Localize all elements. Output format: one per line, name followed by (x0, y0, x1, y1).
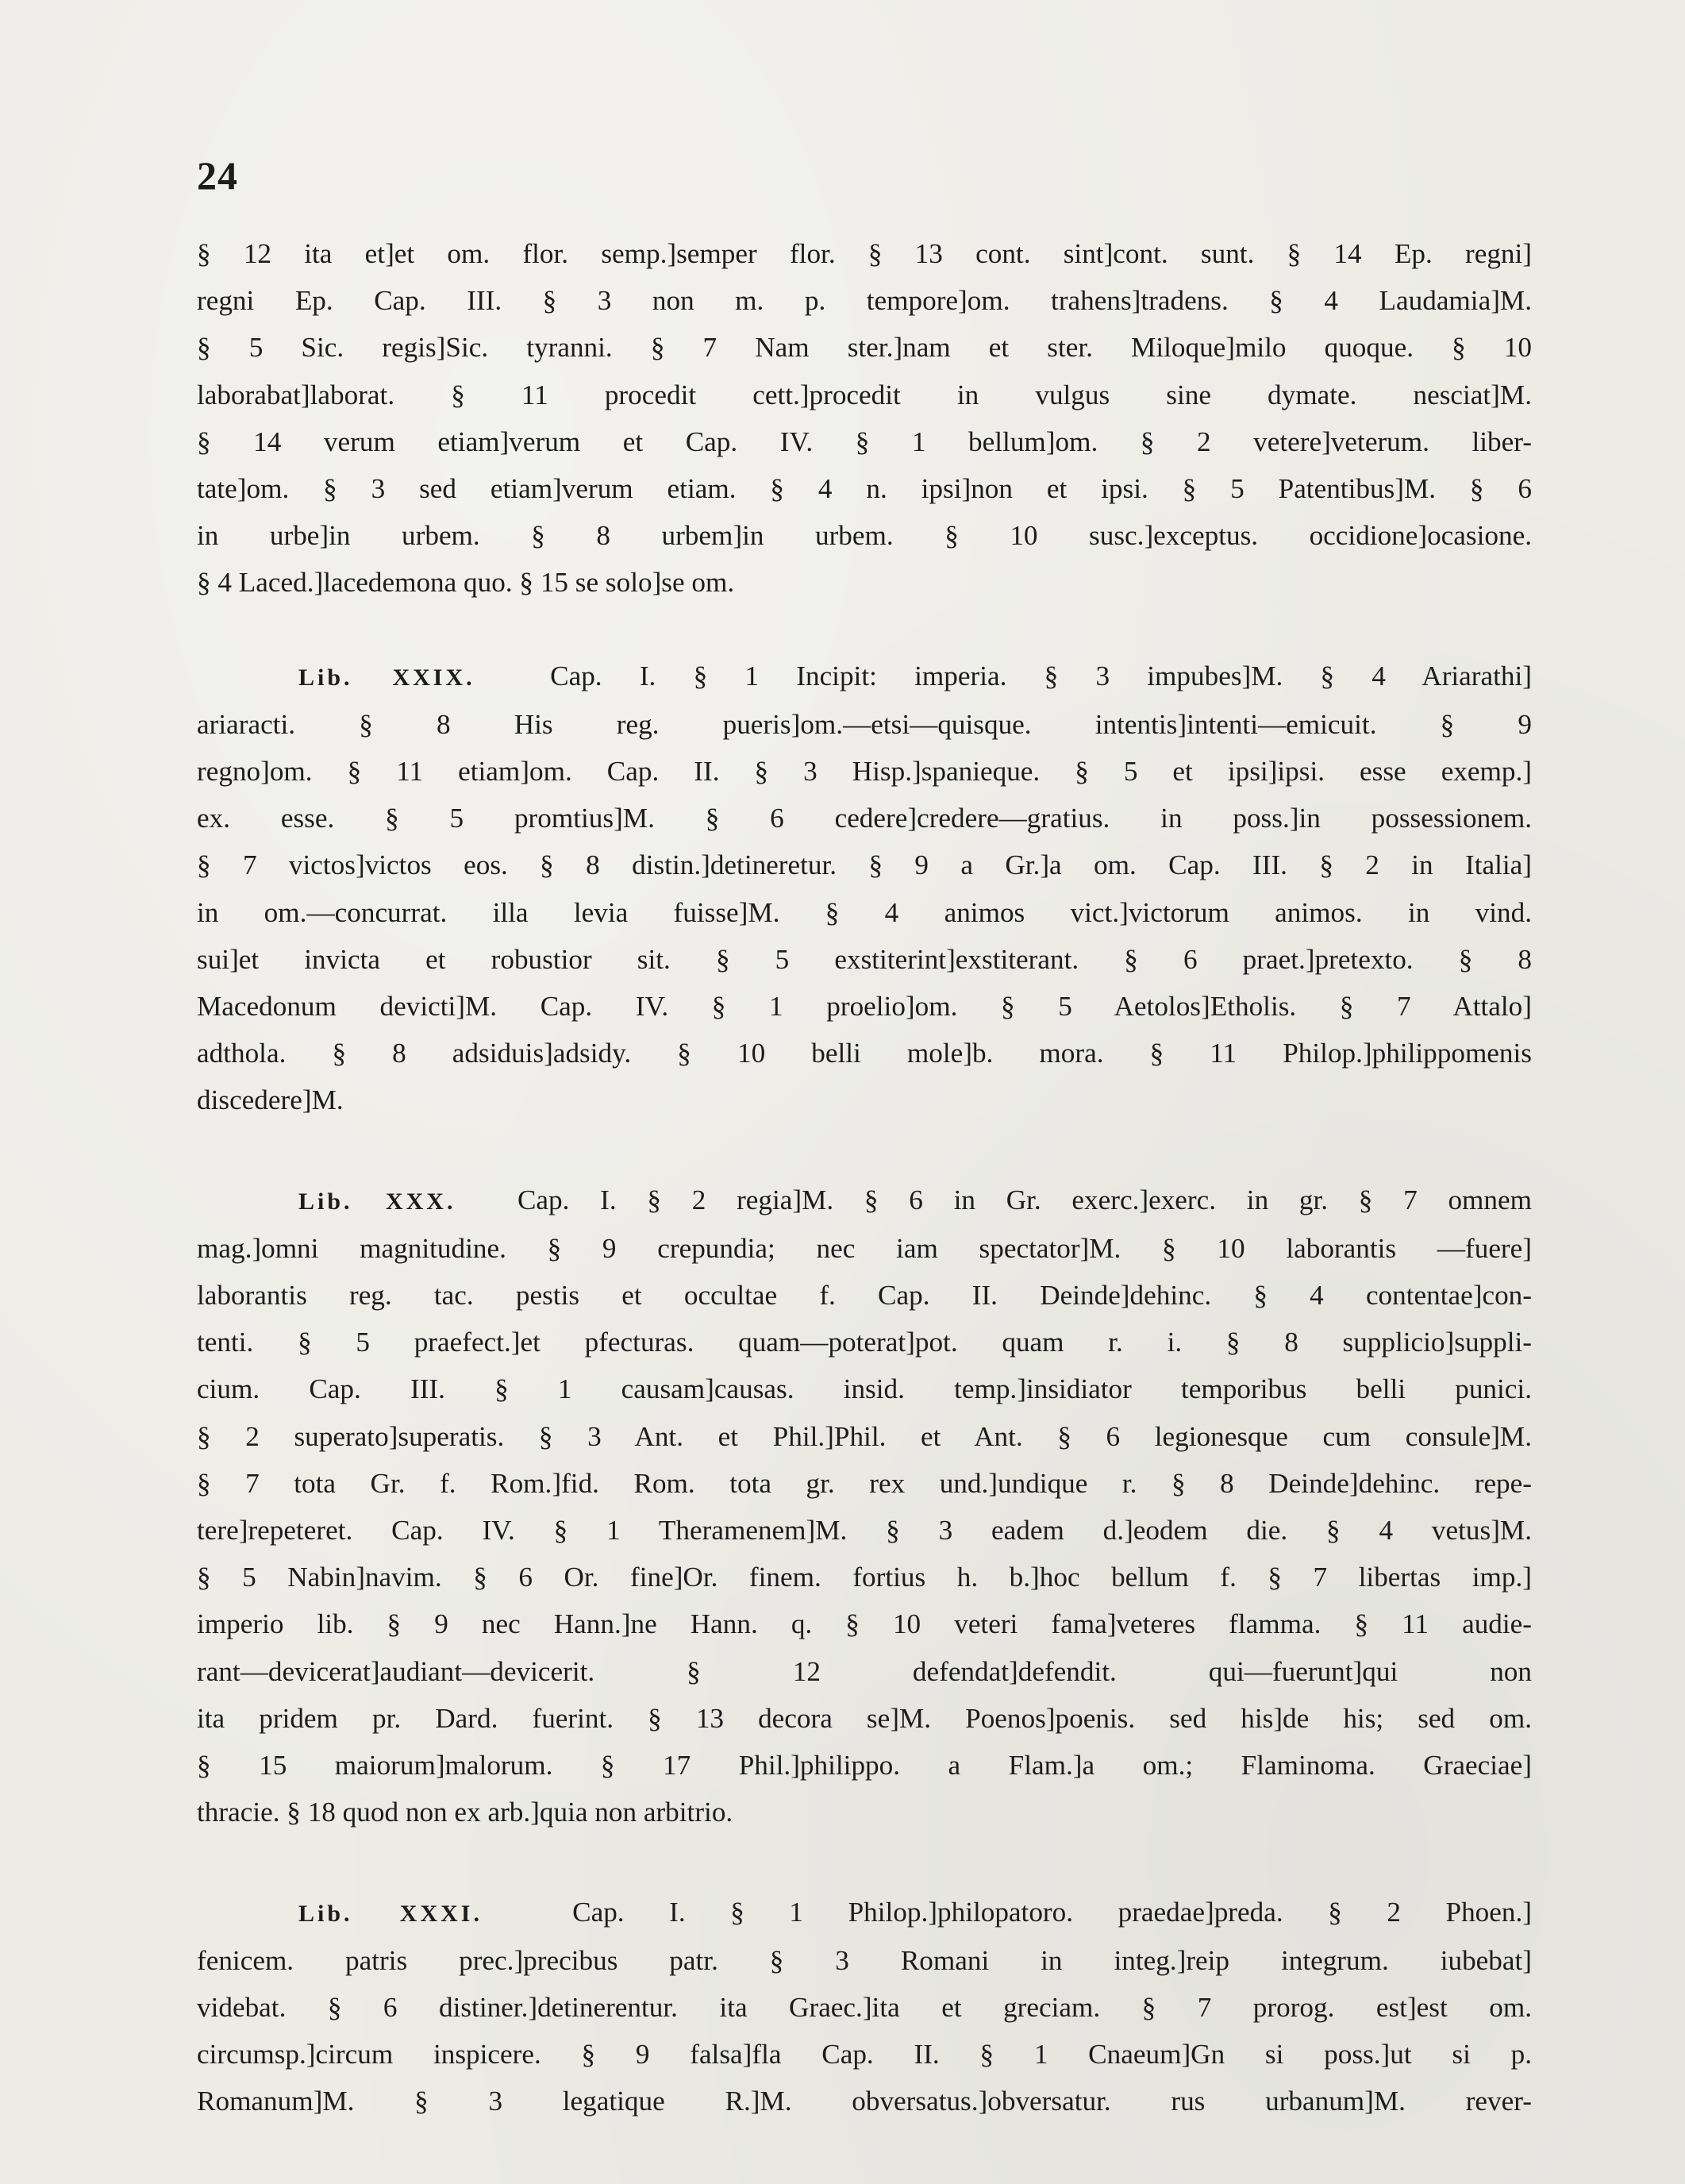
paragraph-lib-29 (197, 653, 1532, 1124)
text-line: tenti. § 5 praefect.]et pfecturas. quam—poterat]pot. quam r. i. § 8 supplicio]suppli- (197, 1327, 1532, 1358)
text-line: discedere]M. (197, 1084, 344, 1116)
text-line (197, 1889, 1532, 1937)
text-line: regni Ep. Cap. III. § 3 non m. p. tempore]om. trahens]tradens. § 4 Laudamia]M. (197, 285, 1532, 317)
text-line: § 5 Sic. regis]Sic. tyranni. § 7 Nam ster.]nam et ster. Miloque]milo quoque. § 10 (197, 332, 1532, 364)
paragraph-lib-30 (197, 1177, 1532, 1836)
text-line: fenicem. patris prec.]precibus patr. § 3 Romani in integ.]reip integrum. iubebat] (197, 1944, 1532, 1976)
text-line: § 15 maiorum]malorum. § 17 Phil.]philippo. a Flam.]a om.; Flaminoma. Graeciae] (197, 1750, 1532, 1781)
text-line: Romanum]M. § 3 legatique R.]M. obversatus.]obversatur. rus urbanum]M. rever- (197, 2086, 1532, 2117)
paragraph-lib-31 (197, 1889, 1532, 2125)
text-line: imperio lib. § 9 nec Hann.]ne Hann. q. § 10 veteri fama]veteres flamma. § 11 audie- (197, 1608, 1532, 1640)
text-line: videbat. § 6 distiner.]detinerentur. ita Graec.]ita et greciam. § 7 prorog. est]est om. (197, 1991, 1532, 2023)
text-line: adthola. § 8 adsiduis]adsidy. § 10 belli mole]b. mora. § 11 Philop.]philippomenis (197, 1038, 1532, 1069)
text-line: § 2 superato]superatis. § 3 Ant. et Phil.]Phil. et Ant. § 6 legionesque cum consule]M. (197, 1420, 1532, 1452)
page-number: 24 (197, 153, 238, 198)
body-text (197, 230, 1532, 2125)
paragraph-top (197, 230, 1532, 607)
text-line (197, 1177, 1532, 1225)
text-line: in om.—concurrat. illa levia fuisse]M. § 4 animos vict.]victorum animos. in vind. (197, 896, 1532, 928)
text-line: laborabat]laborat. § 11 procedit cett.]procedit in vulgus sine dymate. nesciat]M. (197, 379, 1532, 410)
text-line: ex. esse. § 5 promtius]M. § 6 cedere]credere—gratius. in poss.]in possessionem. (197, 803, 1532, 834)
text-line: § 14 verum etiam]verum et Cap. IV. § 1 bellum]om. § 2 vetere]veterum. liber- (197, 426, 1532, 457)
text-line: in urbe]in urbem. § 8 urbem]in urbem. § 10 susc.]exceptus. occidione]ocasione. (197, 520, 1532, 552)
text-line: § 7 victos]victos eos. § 8 distin.]detineretur. § 9 a Gr.]a om. Cap. III. § 2 in Italia] (197, 849, 1532, 881)
book-heading-text: Cap. I. § 1 Incipit: imperia. § 3 impubes]M. § 4 Ariarathi] (550, 660, 1532, 691)
text-line: rant—devicerat]audiant—devicerit. § 12 defendat]defendit. qui—fuerunt]qui non (197, 1655, 1532, 1687)
text-line: ariaracti. § 8 His reg. pueris]om.—etsi—quisque. intentis]intenti—emicuit. § 9 (197, 708, 1532, 740)
text-line: sui]et invicta et robustior sit. § 5 exstiterint]exstiterant. § 6 praet.]pretexto. § 8 (197, 943, 1532, 975)
text-line: cium. Cap. III. § 1 causam]causas. insid. temp.]insidiator temporibus belli punici. (197, 1373, 1532, 1405)
text-line: § 5 Nabin]navim. § 6 Or. fine]Or. finem. fortius h. b.]hoc bellum f. § 7 libertas imp.] (197, 1562, 1532, 1593)
text-line: § 4 Laced.]lacedemona quo. § 15 se solo]se om. (197, 567, 735, 599)
book-heading: Lib. XXXI. (298, 1900, 483, 1927)
book-heading-text: Cap. I. § 1 Philop.]philopatoro. praedae]preda. § 2 Phoen.] (572, 1896, 1533, 1928)
book-heading: Lib. XXIX. (298, 664, 475, 691)
text-line: ita pridem pr. Dard. fuerint. § 13 decora se]M. Poenos]poenis. sed his]de his; sed om. (197, 1702, 1532, 1734)
text-line: laborantis reg. tac. pestis et occultae f. Cap. II. Deinde]dehinc. § 4 contentae]con- (197, 1280, 1532, 1312)
text-line: thracie. § 18 quod non ex arb.]quia non arbitrio. (197, 1797, 733, 1828)
text-line (197, 653, 1532, 701)
text-line: mag.]omni magnitudine. § 9 crepundia; nec iam spectator]M. § 10 laborantis —fuere] (197, 1232, 1532, 1264)
text-line: Macedonum devicti]M. Cap. IV. § 1 proelio]om. § 5 Aetolos]Etholis. § 7 Attalo] (197, 991, 1532, 1023)
text-line: § 7 tota Gr. f. Rom.]fid. Rom. tota gr. rex und.]undique r. § 8 Deinde]dehinc. repe- (197, 1467, 1532, 1499)
book-heading-text: Cap. I. § 2 regia]M. § 6 in Gr. exerc.]exerc. in gr. § 7 omnem (517, 1184, 1533, 1215)
book-heading: Lib. XXX. (298, 1188, 456, 1215)
text-line: § 12 ita et]et om. flor. semp.]semper flor. § 13 cont. sint]cont. sunt. § 14 Ep. regni] (197, 238, 1532, 269)
text-line: regno]om. § 11 etiam]om. Cap. II. § 3 Hisp.]spanieque. § 5 et ipsi]ipsi. esse exemp.] (197, 756, 1532, 788)
text-line: tate]om. § 3 sed etiam]verum etiam. § 4 n. ipsi]non et ipsi. § 5 Patentibus]M. § 6 (197, 473, 1532, 505)
text-line: circumsp.]circum inspicere. § 9 falsa]fla Cap. II. § 1 Cnaeum]Gn si poss.]ut si p. (197, 2039, 1532, 2070)
text-line: tere]repeteret. Cap. IV. § 1 Theramenem]M. § 3 eadem d.]eodem die. § 4 vetus]M. (197, 1515, 1532, 1547)
